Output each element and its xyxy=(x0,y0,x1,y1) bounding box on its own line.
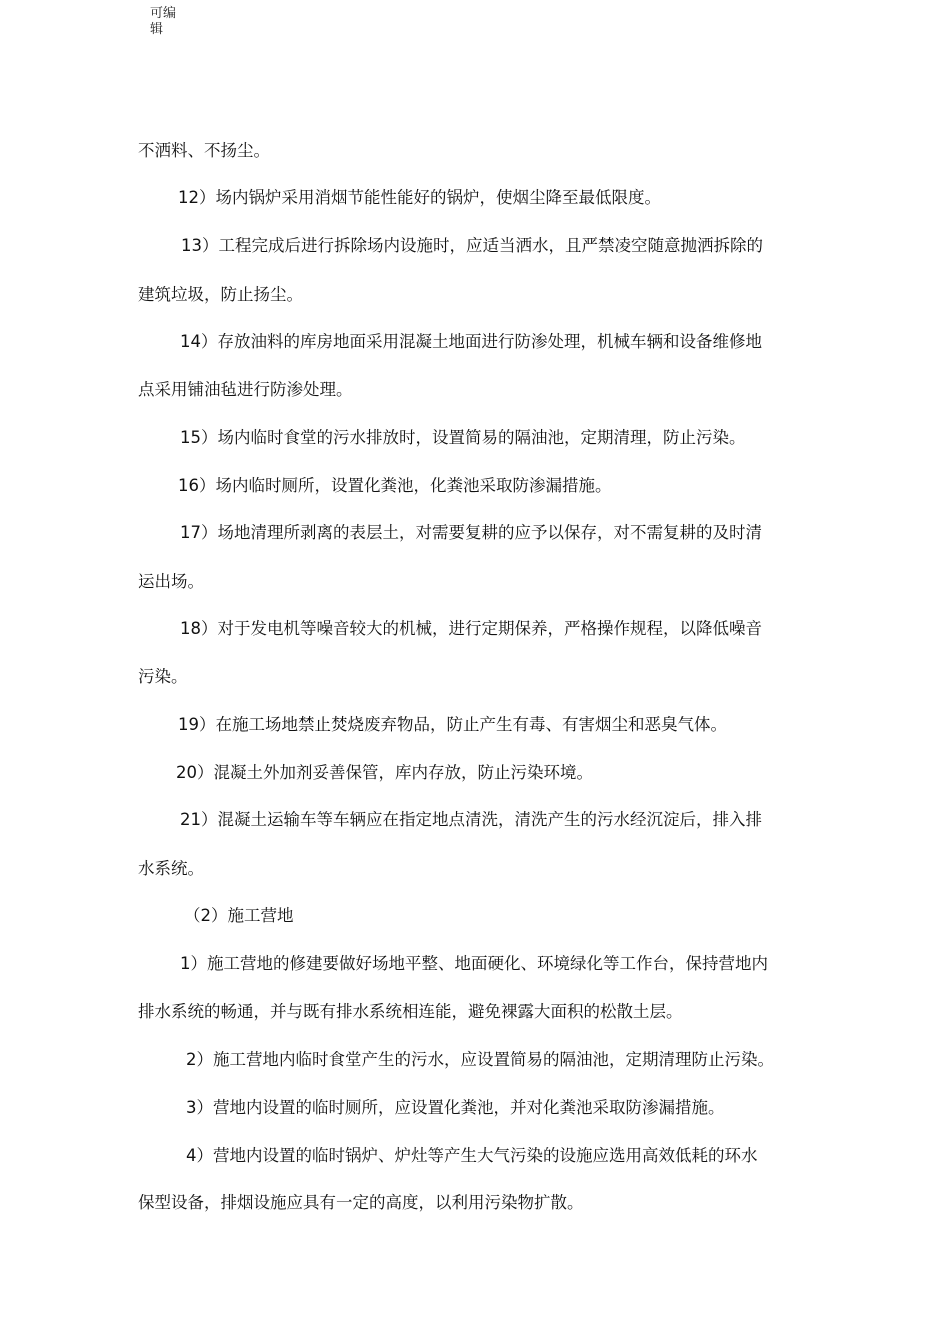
text-line: 21）混凝土运输车等车辆应在指定地点清洗，清洗产生的污水经沉淀后，排入排 xyxy=(180,810,762,829)
text-line: 水系统。 xyxy=(138,859,204,878)
text-line: 13）工程完成后进行拆除场内设施时，应适当洒水，且严禁凌空随意抛洒拆除的 xyxy=(181,236,763,255)
text-line: 15）场内临时食堂的污水排放时，设置简易的隔油池，定期清理，防止污染。 xyxy=(180,428,746,447)
text-line: 4）营地内设置的临时锅炉、炉灶等产生大气污染的设施应选用高效低耗的环水 xyxy=(186,1146,758,1165)
text-line: 16）场内临时厕所，设置化粪池，化粪池采取防渗漏措施。 xyxy=(178,476,612,495)
text-line: 建筑垃圾，防止扬尘。 xyxy=(138,285,303,304)
text-line: 保型设备，排烟设施应具有一定的高度，以利用污染物扩散。 xyxy=(138,1193,584,1212)
text-line: 污染。 xyxy=(138,667,188,686)
text-line: 不洒料、不扬尘。 xyxy=(138,141,270,160)
text-line: 19）在施工场地禁止焚烧废弃物品，防止产生有毒、有害烟尘和恶臭气体。 xyxy=(178,715,727,734)
text-line: 18）对于发电机等噪音较大的机械，进行定期保养，严格操作规程，以降低噪音 xyxy=(180,619,762,638)
text-line: 3）营地内设置的临时厕所，应设置化粪池，并对化粪池采取防渗漏措施。 xyxy=(186,1098,725,1117)
text-line: 2）施工营地内临时食堂产生的污水，应设置简易的隔油池，定期清理防止污染。 xyxy=(186,1050,774,1069)
text-line: 点采用铺油毡进行防渗处理。 xyxy=(138,380,353,399)
page-header xyxy=(150,6,176,38)
text-line: 17）场地清理所剥离的表层土，对需要复耕的应予以保存，对不需复耕的及时清 xyxy=(180,523,762,542)
text-line: 12）场内锅炉采用消烟节能性能好的锅炉，使烟尘降至最低限度。 xyxy=(178,188,661,207)
text-line: 14）存放油料的库房地面采用混凝土地面进行防渗处理，机械车辆和设备维修地 xyxy=(180,332,762,351)
section-heading: （2）施工营地 xyxy=(184,906,294,925)
header-line-2: 辑 xyxy=(150,22,164,37)
text-line: 1）施工营地的修建要做好场地平整、地面硬化、环境绿化等工作台，保持营地内 xyxy=(180,954,768,973)
text-line: 排水系统的畅通，并与既有排水系统相连能，避免裸露大面积的松散土层。 xyxy=(138,1002,683,1021)
header-line-1: 可编 xyxy=(150,6,177,21)
text-line: 20）混凝土外加剂妥善保管，库内存放，防止污染环境。 xyxy=(176,763,593,782)
text-line: 运出场。 xyxy=(138,572,204,591)
